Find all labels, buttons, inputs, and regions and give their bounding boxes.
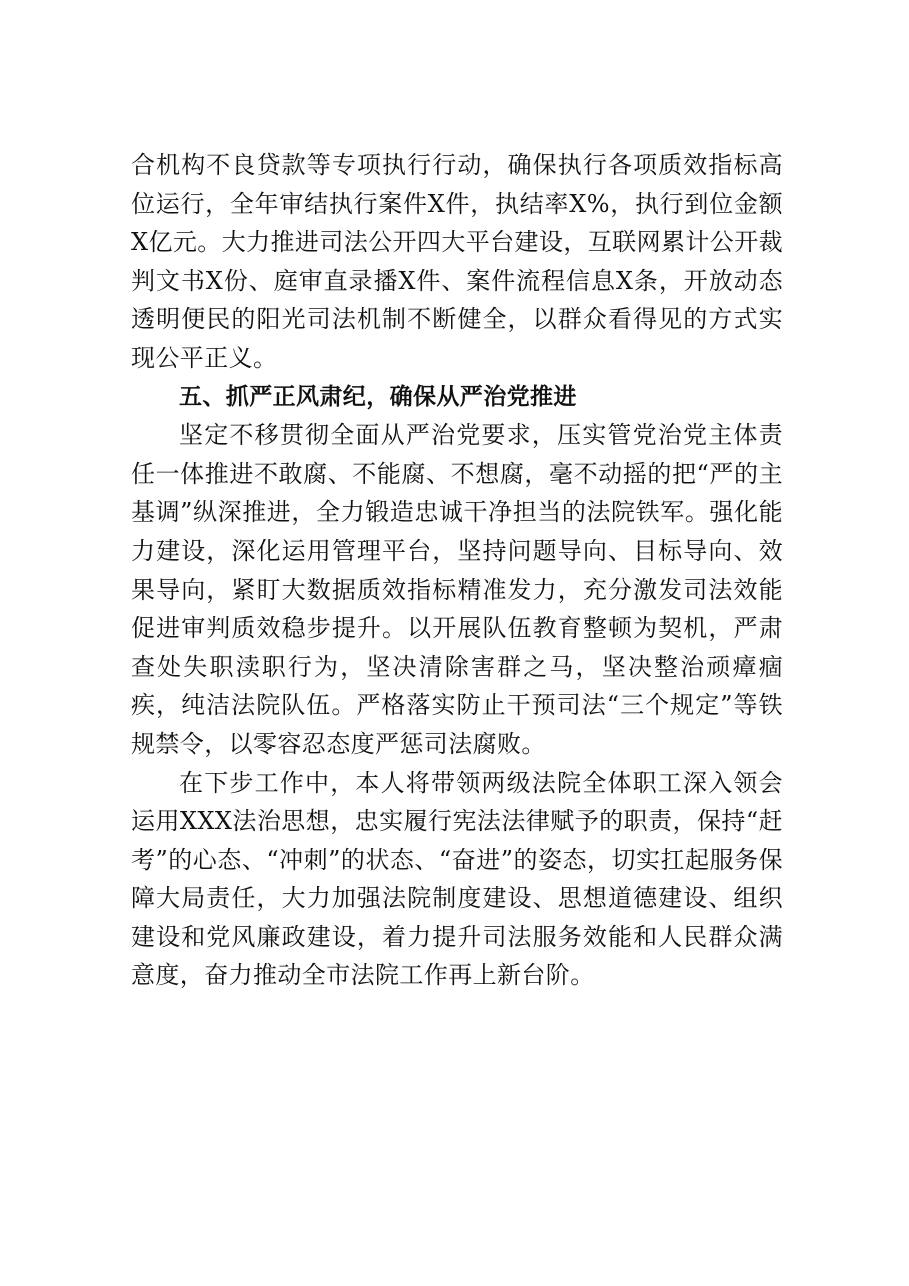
paragraph-next-steps: 在下步工作中，本人将带领两级法院全体职工深入领会运用XXX法治思想，忠实履行宪法法律赋予的职责，保持“赶考”的心态、“冲刺”的状态、“奋进”的姿态，切实扛起服务保障大局责任，大力加强法院制度建设、思想道德建设、组织建设和党风廉政建设，着力提升司法服务效能和人民群众满意度，奋力推动全市法院工作再上新台阶。: [131, 768, 783, 990]
document-body: [131, 146, 783, 995]
paragraph-execution-openness: 合机构不良贷款等专项执行行动，确保执行各项质效指标高位运行，全年审结执行案件X件，执结率X%，执行到位金额X亿元。大力推进司法公开四大平台建设，互联网累计公开裁判文书X份、庭审直录播X件、案件流程信息X条，开放动态透明便民的阳光司法机制不断健全，以群众看得见的方式实现公平正义。: [131, 151, 783, 372]
section-heading-5: 五、抓严正风肃纪，确保从严治党推进: [179, 383, 577, 410]
paragraph-party-discipline: 坚定不移贯彻全面从严治党要求，压实管党治党主体责任一体推进不敢腐、不能腐、不想腐，毫不动摇的把“严的主基调”纵深推进，全力锻造忠诚干净担当的法院铁军。强化能力建设，深化运用管理平台，坚持问题导向、目标导向、效果导向，紧盯大数据质效指标精准发力，充分激发司法效能促进审判质效稳步提升。以开展队伍教育整顿为契机，严肃查处失职渎职行为，坚决清除害群之马，坚决整治顽瘴痼疾，纯洁法院队伍。严格落实防止干预司法“三个规定”等铁规禁令，以零容忍态度严惩司法腐败。: [131, 421, 783, 758]
